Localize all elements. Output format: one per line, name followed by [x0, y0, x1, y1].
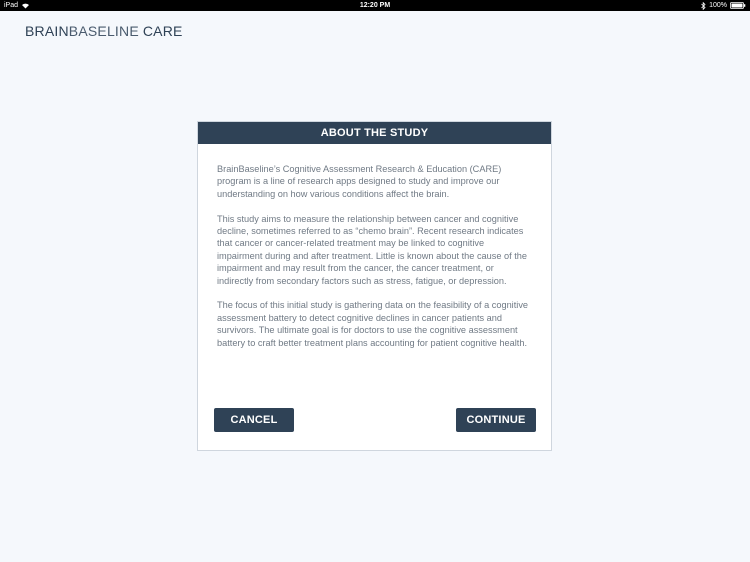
- status-right: [701, 0, 746, 11]
- paragraph-intro: BrainBaseline’s Cognitive Assessment Research & Education (CARE) program is a line of research apps designed to study and improve our understanding on how various conditions affect the brain.: [217, 164, 502, 199]
- cancel-button[interactable]: CANCEL: [214, 408, 294, 432]
- continue-button[interactable]: CONTINUE: [456, 408, 536, 432]
- brand-baseline: BASELINE: [68, 23, 139, 39]
- device-label: iPad: [4, 2, 19, 9]
- paragraph-aims: This study aims to measure the relationship between cancer and cognitive decline, sometimes referred to as “chemo brain”. Recent research indicates that cancer or cancer-related treatment may be linked to cognitive impairment during and after treatment. Little is known about the cause of the impairment and may result from the cancer, the cancer treatment, or indirectly from secondary factors such as stress, fatigue, or depression.: [217, 213, 527, 286]
- brand-brain: BRAIN: [25, 23, 69, 39]
- battery-percent: 100%: [709, 2, 727, 9]
- status-time: 12:20 PM: [359, 2, 391, 9]
- brand-logo: [25, 23, 183, 39]
- about-study-dialog: [197, 121, 552, 451]
- dialog-body: [198, 144, 551, 349]
- battery-icon: [730, 2, 746, 9]
- bluetooth-icon: [701, 2, 706, 10]
- paragraph-focus: The focus of this initial study is gathering data on the feasibility of a cognitive assessment battery to detect cognitive declines in cancer patients and survivors. The ultimate goal is for doctors to use the cognitive assessment battery to craft better treatment plans accounting for patient cognitive health.: [217, 300, 529, 348]
- status-bar: [0, 0, 750, 11]
- dialog-title: ABOUT THE STUDY: [198, 122, 551, 144]
- brand-care: CARE: [142, 23, 183, 39]
